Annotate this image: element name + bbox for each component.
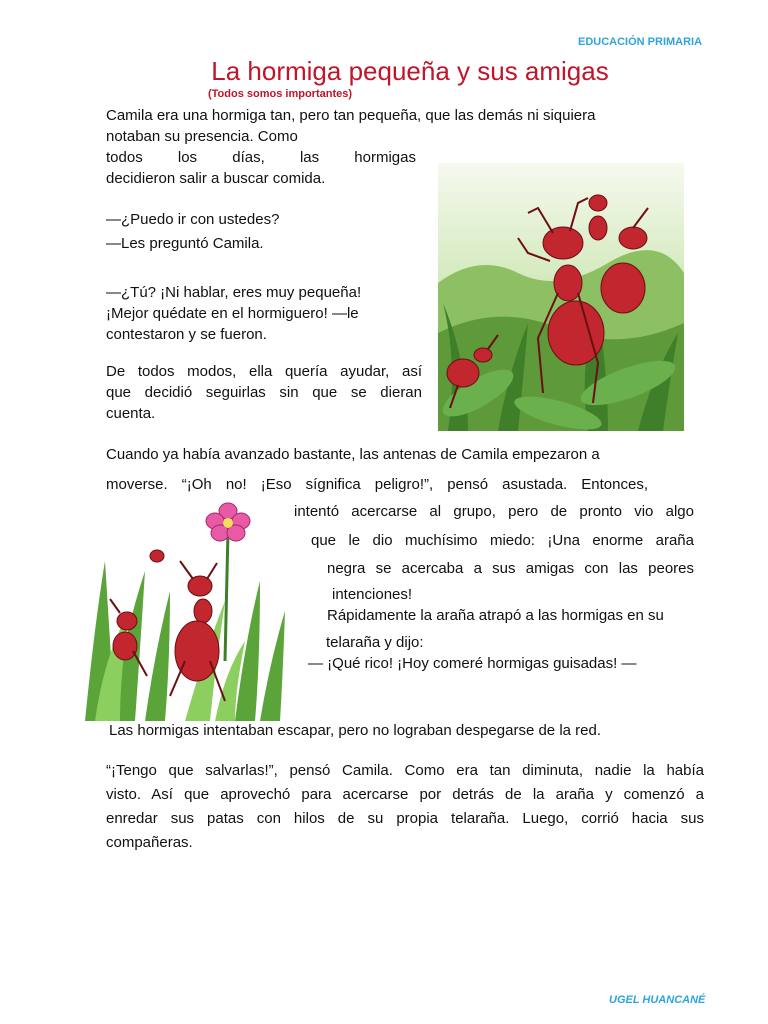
- paragraph-line: — ¡Qué rico! ¡Hoy comeré hormigas guisadas! —: [308, 655, 637, 672]
- footer-label: UGEL HUANCANÉ: [609, 994, 706, 1006]
- paragraph-line: moverse. “¡Oh no! ¡Eso sígnifica peligro!”, pensó asustada. Entonces,: [106, 476, 648, 493]
- ants-with-pink-flower-illustration: [85, 501, 288, 721]
- header-label: EDUCACIÓN PRIMARIA: [578, 36, 703, 48]
- dialogue-line: —¿Puedo ir con ustedes?: [106, 211, 280, 228]
- dialogue-line: —¿Tú? ¡Ni hablar, eres muy pequeña!: [106, 284, 362, 301]
- paragraph-line: todos los días, las hormigas: [106, 149, 416, 166]
- paragraph-line: Rápidamente la araña atrapó a las hormigas en su: [327, 607, 664, 624]
- paragraph-line: enredar sus patas con hilos de su propia telaraña. Luego, corrió hacia sus: [106, 810, 704, 827]
- paragraph-line: Cuando ya había avanzado bastante, las antenas de Camila empezaron a: [106, 446, 600, 463]
- dialogue-line: contestaron y se fueron.: [106, 326, 267, 343]
- paragraph-line: intenciones!: [332, 586, 413, 603]
- paragraph-line: Las hormigas intentaban escapar, pero no lograban despegarse de la red.: [109, 722, 602, 739]
- page-subtitle: (Todos somos importantes): [207, 88, 353, 100]
- paragraph-line: intentó acercarse al grupo, pero de pronto vio algo: [294, 503, 694, 520]
- paragraph-line: “¡Tengo que salvarlas!”, pensó Camila. Como era tan diminuta, nadie la había: [106, 762, 704, 779]
- paragraph-line: De todos modos, ella quería ayudar, así: [106, 363, 422, 380]
- paragraph-line: que le dio muchísimo miedo: ¡Una enorme araña: [311, 532, 694, 549]
- page-title: La hormiga pequeña y sus amigas: [211, 56, 609, 86]
- paragraph-line: Camila era una hormiga tan, pero tan pequeña, que las demás ni siquiera: [106, 107, 596, 124]
- paragraph-line: que decidió seguirlas sin que se dieran: [106, 384, 422, 401]
- dialogue-line: ¡Mejor quédate en el hormiguero! —le: [106, 305, 359, 322]
- paragraph-line: notaban su presencia. Como: [106, 128, 298, 145]
- paragraph-line: cuenta.: [106, 405, 156, 422]
- paragraph-line: telaraña y dijo:: [326, 634, 424, 651]
- dialogue-line: —Les preguntó Camila.: [106, 235, 264, 252]
- paragraph-line: decidieron salir a buscar comida.: [106, 170, 326, 187]
- paragraph-line: visto. Así que aprovechó para acercarse por detrás de la araña y comenzó a: [106, 786, 704, 803]
- ants-in-grass-illustration: [438, 163, 684, 431]
- paragraph-line: negra se acercaba a sus amigas con las peores: [327, 560, 694, 577]
- paragraph-line: compañeras.: [106, 834, 193, 851]
